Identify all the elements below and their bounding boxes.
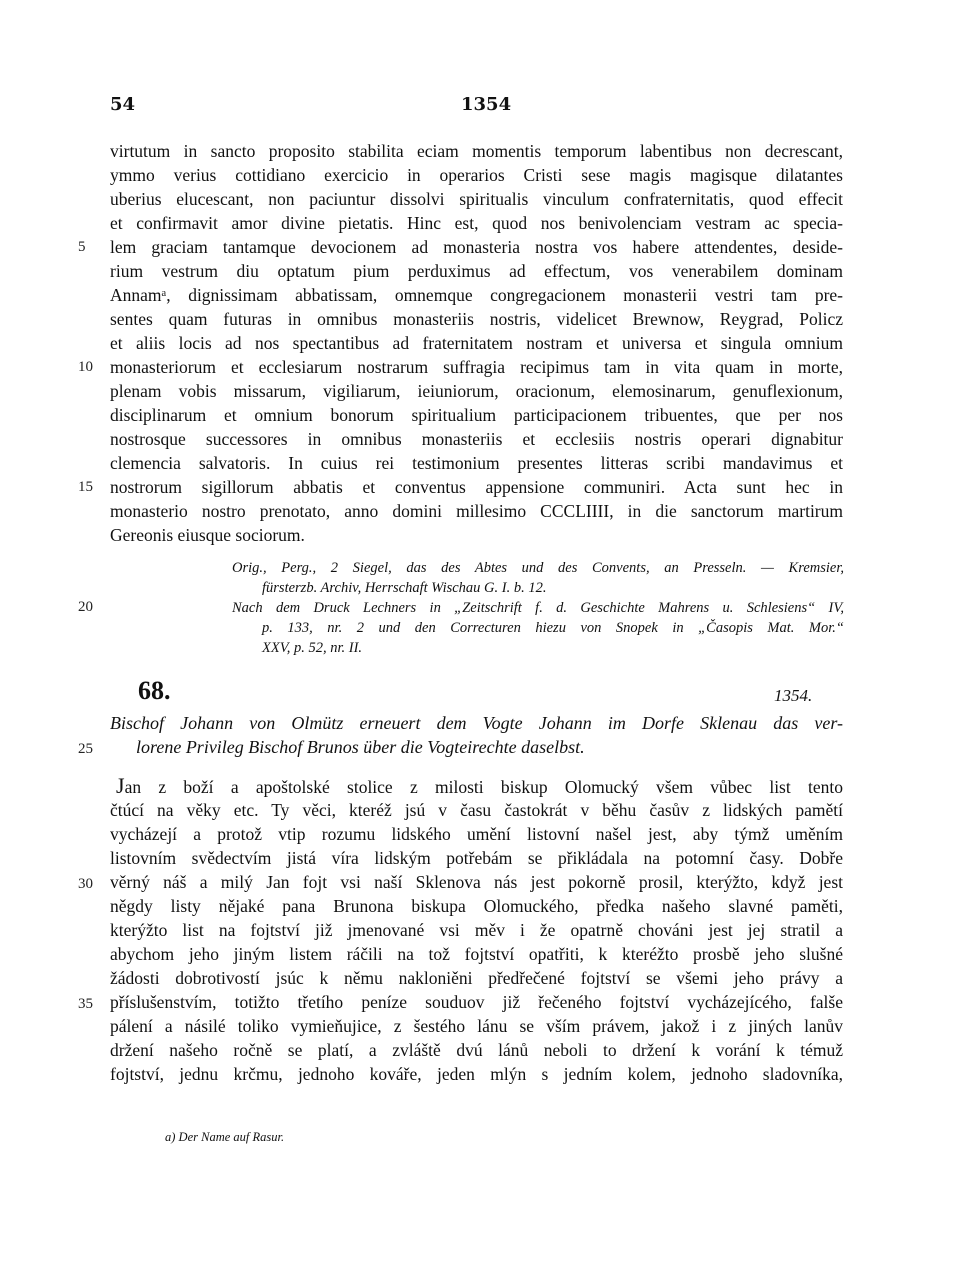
source-note-line: Nach dem Druck Lechners in „Zeitschrift f. d. Geschichte Mahrens u. Schlesiens“ IV, (232, 600, 844, 616)
text-line: listovním svědectvím jistá víra lidským potřebám se přikládala na potomní časy. Dobře (110, 848, 843, 868)
text-line: Gereonis eiusque sociorum. (110, 525, 305, 545)
footnote: a) Der Name auf Rasur. (165, 1130, 285, 1144)
text-line: clemencia salvatoris. In cuius rei testimonium presentes litteras scribi mandavimus et (110, 453, 843, 473)
source-note-line: p. 133, nr. 2 und den Correcturen hiezu von Snopek in „Časopis Mat. Mor.“ (262, 620, 844, 636)
text-line: rium vestrum diu optatum pium perduximus ad effectum, vos venerabilem dominam (110, 261, 843, 281)
text-line: pálení a násilé toliko vymieňujice, z šestého lánu se vším právem, jakož i z jiných lanův (110, 1016, 843, 1036)
text-line: monasterio nostro prenotato, anno domini millesimo CCCLIIII, in die sanctorum martirum (110, 501, 843, 521)
text-line: něgdy listy nějaké pana Brunona biskupa Olomuckého, předka našeho slavné paměti, (110, 896, 843, 916)
text-line: plenam vobis missarum, vigiliarum, ieiuniorum, oracionum, elemosinarum, genuflexionum, (110, 381, 843, 401)
text-line: vycházejí a protož vtip rozumu lidského umění listovní našel jest, aby týmž uměním (110, 824, 843, 844)
text-line: nostrorum sigillorum abbatis et conventus appensione communiri. Acta sunt hec in (110, 477, 843, 497)
text-line: fojtství, jednu krčmu, jednoho kováře, jeden mlýn s jedním kolem, jednoho sladovníka, (110, 1064, 843, 1084)
document-number: 68. (138, 676, 171, 705)
source-note-line: fürsterzb. Archiv, Herrschaft Wischau G. I. b. 12. (262, 580, 547, 596)
line-number: 15 (78, 479, 93, 495)
text-line-rest: an z boží a apoštolské stolice z milosti biskup Olomucký všem vůbec list tento (124, 777, 843, 797)
page-number: 54 (110, 94, 136, 115)
line-number: 5 (78, 239, 86, 255)
line-number: 35 (78, 996, 93, 1012)
line-number: 25 (78, 741, 93, 757)
document-year: 1354. (774, 686, 813, 705)
text-line: nostrosque successores in omnibus monasteriis et ecclesiis nostris operari dignabitur (110, 429, 843, 449)
text-line: sentes quam futuras in omnibus monasteriis nostris, videlicet Brewnow, Reygrad, Policz (110, 309, 843, 329)
text-line: příslušenstvím, totižto třetího peníze souduov již řečeného fojtství vycházejícého, falše (110, 992, 843, 1012)
text-line: držení našeho ročně se platí, a zvláště dvú lánů neboli to držení k vorání k témuž (110, 1040, 843, 1060)
initial-letter: J (116, 773, 125, 798)
text-line: kterýžto list na fojtství již jmenované vsi měv i že opatrně chováni jest jej stratil a (110, 920, 843, 940)
text-line: virtutum in sancto proposito stabilita eciam momentis temporum labentibus non decrescant, (110, 141, 843, 161)
line-number: 10 (78, 359, 93, 375)
text-line: abychom jeho jiným listem ráčili na tož fojtství opatřiti, k kteréžto prosbě jeho slušné (110, 944, 843, 964)
text-line: monasteriorum et ecclesiarum nostrarum suffragia recipimus tam in vita quam in morte, (110, 357, 843, 377)
line-number: 30 (78, 876, 93, 892)
regest-line: lorene Privileg Bischof Brunos über die Vogteirechte daselbst. (136, 737, 585, 757)
text-line: věrný náš a milý Jan fojt vsi naší Sklenova nás jest pokorně prosil, kterýžto, když jest (110, 872, 843, 892)
text-line: čtúcí na věky etc. Ty věci, kteréž jsú v času častokrát v běhu časův z lidských pamětí (110, 800, 843, 820)
running-head-year: 1354 (461, 94, 512, 115)
line-number: 20 (78, 599, 93, 615)
text-line: lem graciam tantamque devocionem ad monasteria nostra vos habere attendentes, deside- (110, 237, 843, 257)
text-line: uberius elucescant, non paciuntur dissolvi spiritualis vinculum confraternitatis, quod effecit (110, 189, 843, 209)
text-line: ymmo verius cottidiano exercicio in operarios Cristi sese magis magisque dilatantes (110, 165, 843, 185)
text-line: et aliis locis ad nos spectantibus ad fraternitatem nostram et universa et singula omnium (110, 333, 843, 353)
source-note-line: XXV, p. 52, nr. II. (262, 640, 363, 656)
text-line: disciplinarum et omnium bonorum spiritualium participacionem tribuentes, que per nos (110, 405, 843, 425)
text-line: Annamᵃ, dignissimam abbatissam, omnemque congregacionem monasterii vestri tam pre- (110, 285, 843, 305)
text-line (116, 774, 843, 798)
source-note-line: Orig., Perg., 2 Siegel, das des Abtes und des Convents, an Presseln. — Kremsier, (232, 560, 844, 576)
text-line: et confirmavit amor divine pietatis. Hinc est, quod nos benivolenciam vestram ac specia- (110, 213, 843, 233)
text-line: žádosti dobrotivostí jsúc k němu nakloniěni předřečené fojtství se všemi jeho právy a (110, 968, 843, 988)
regest-line: Bischof Johann von Olmütz erneuert dem Vogte Johann im Dorfe Sklenau das ver- (110, 713, 843, 733)
